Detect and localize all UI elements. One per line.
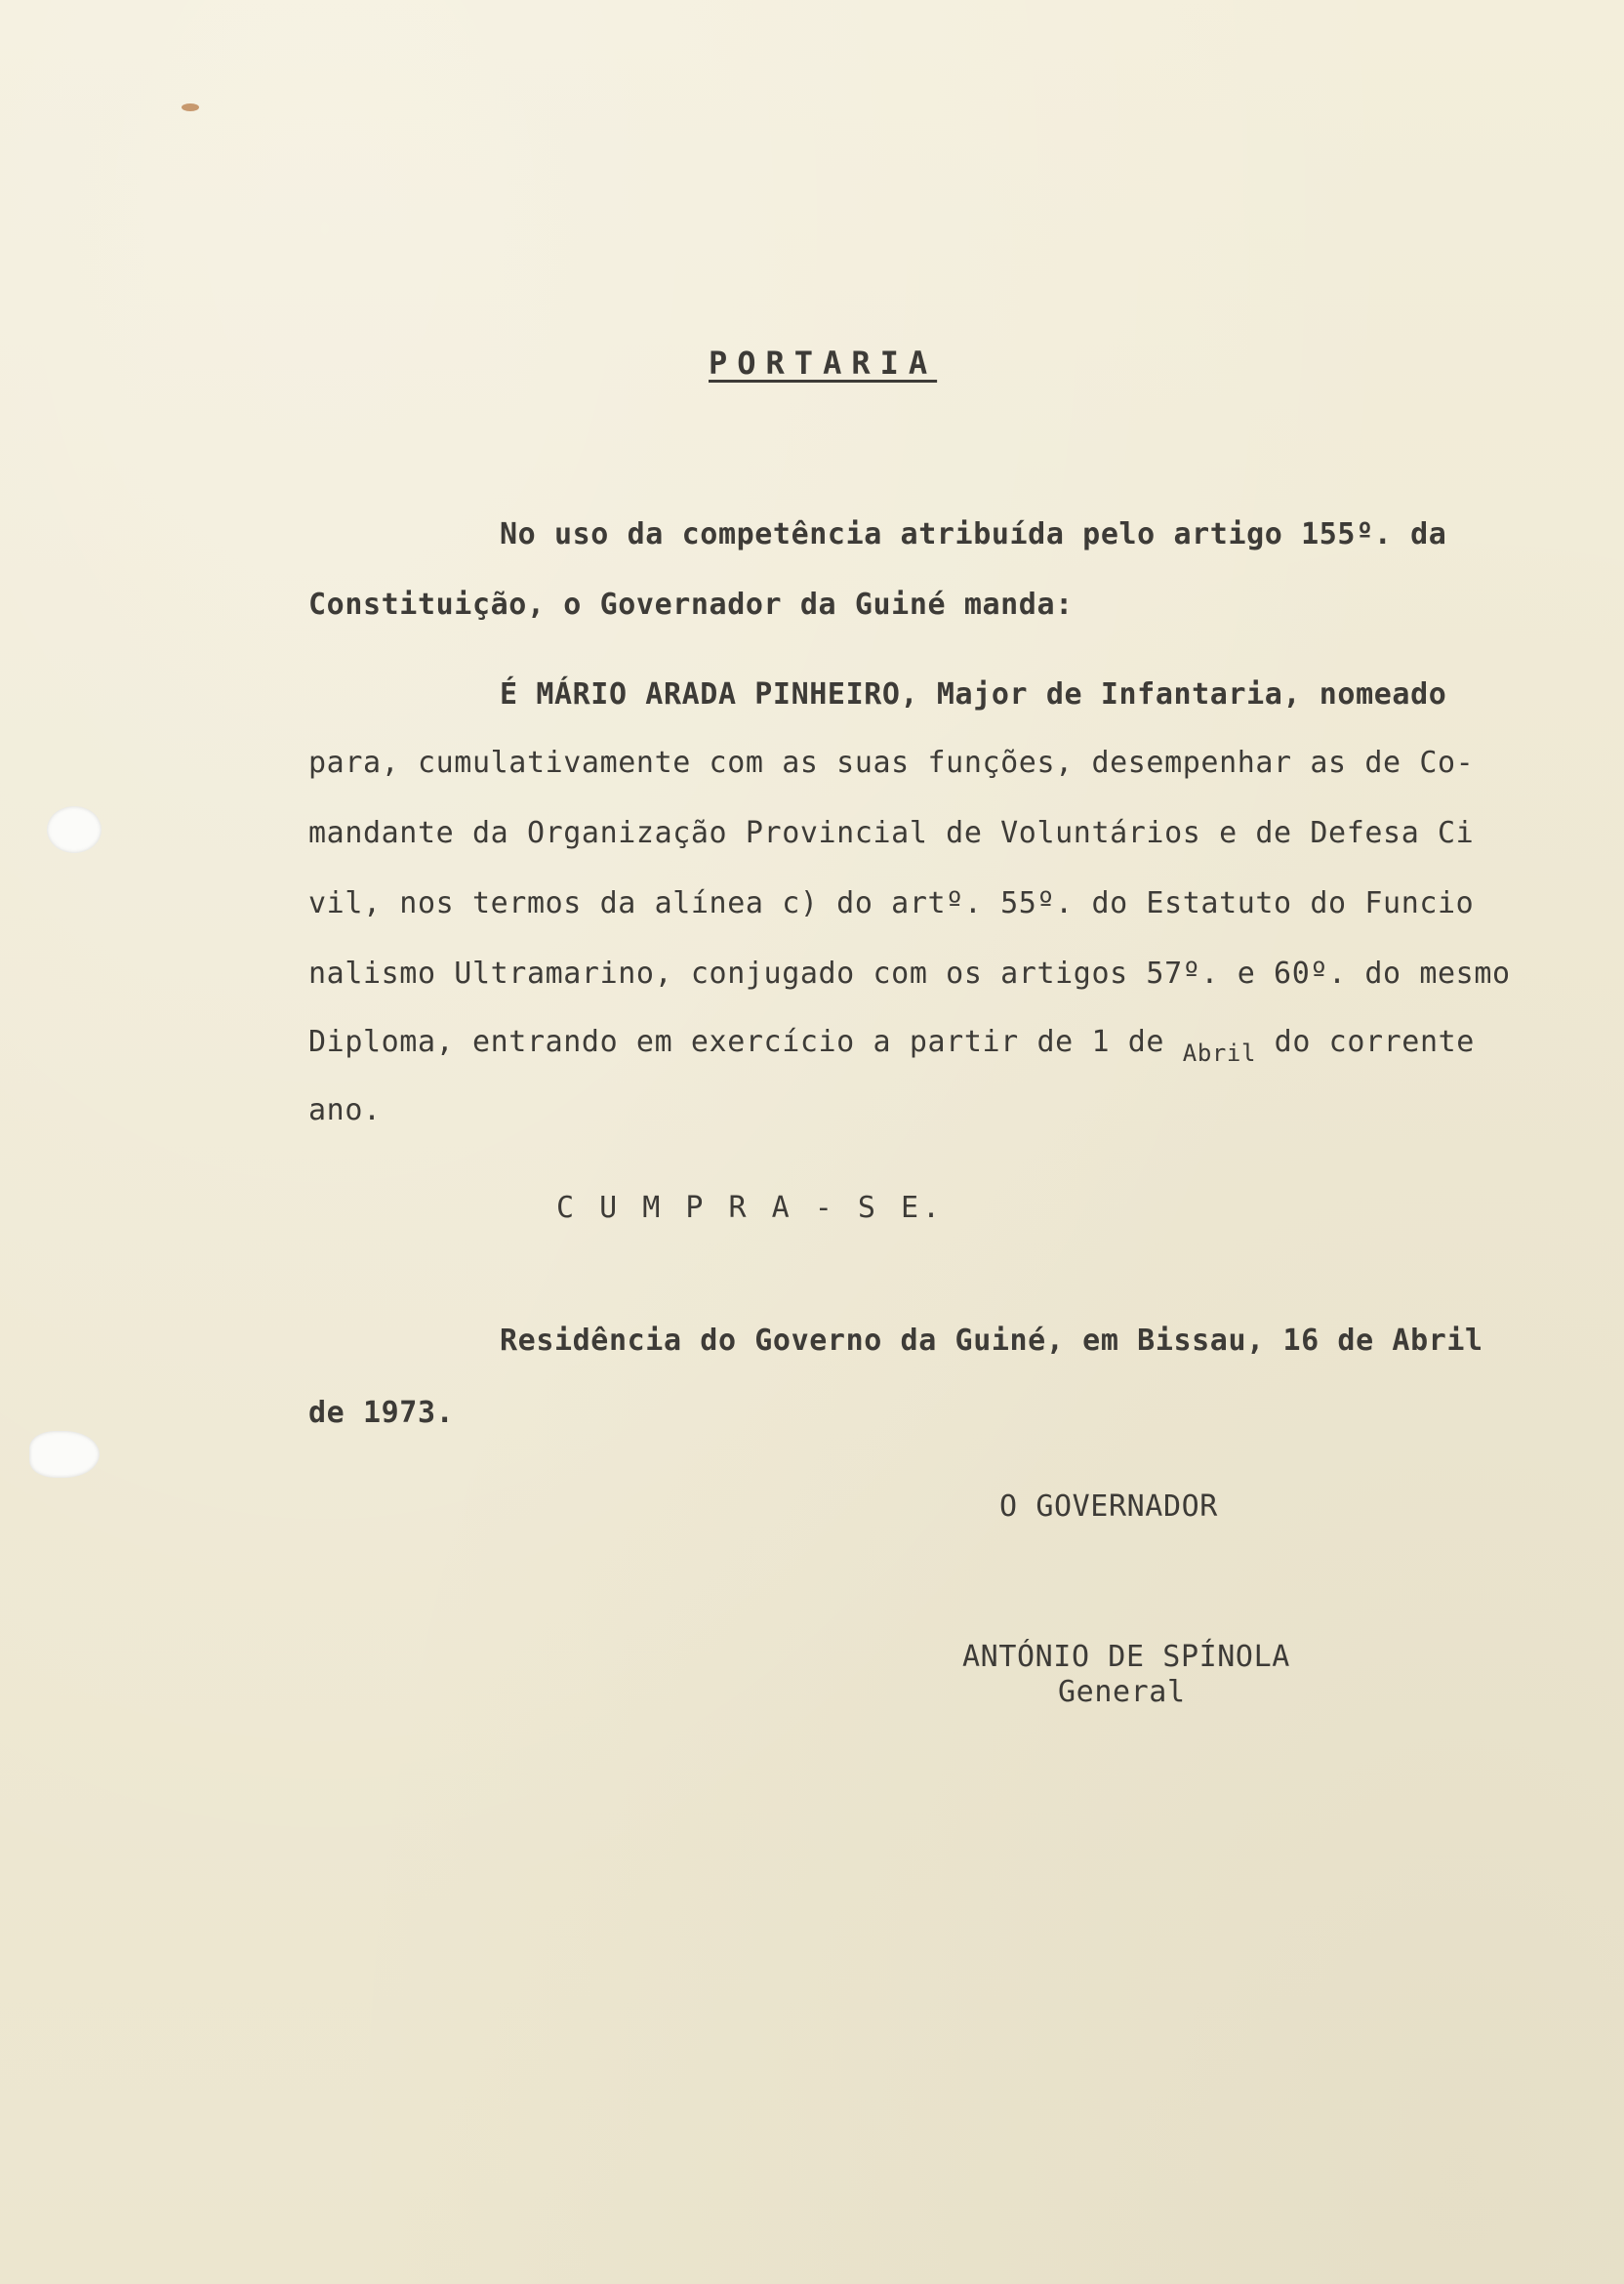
punch-hole-top xyxy=(47,806,102,853)
paper-speck xyxy=(182,103,199,111)
paragraph2-line7: ano. xyxy=(308,1093,382,1127)
handwritten-month: Abril xyxy=(1182,1040,1257,1067)
paragraph2-line6-start: Diploma, entrando em exercício a partir de 1 de xyxy=(308,1025,1183,1059)
paragraph1-line1: No uso da competência atribuída pelo artigo 155º. da xyxy=(500,517,1447,551)
signature-rank: General xyxy=(1058,1675,1186,1709)
cumpra-se: C U M P R A - S E. xyxy=(556,1191,945,1225)
residence-line1: Residência do Governo da Guiné, em Bissau, 16 de Abril xyxy=(500,1324,1483,1358)
signature-name: ANTÓNIO DE SPÍNOLA xyxy=(962,1640,1290,1674)
paragraph2-line5: nalismo Ultramarino, conjugado com os artigos 57º. e 60º. do mesmo xyxy=(308,957,1511,991)
paragraph2-line2: para, cumulativamente com as suas funções, desempenhar as de Co- xyxy=(308,746,1475,780)
document-title: PORTARIA xyxy=(709,345,938,382)
paragraph2-line6 xyxy=(308,1023,1475,1067)
paragraph2-line1: É MÁRIO ARADA PINHEIRO, Major de Infantaria, nomeado xyxy=(500,677,1447,712)
residence-line2: de 1973. xyxy=(308,1396,455,1430)
punch-hole-bottom xyxy=(29,1431,100,1478)
paragraph2-line3: mandante da Organização Provincial de Voluntários e de Defesa Ci xyxy=(308,816,1475,850)
paragraph1-line2: Constituição, o Governador da Guiné manda: xyxy=(308,588,1074,622)
paragraph2-line4: vil, nos termos da alínea c) do artº. 55º. do Estatuto do Funcio xyxy=(308,886,1475,920)
paragraph2-line6-end: do corrente xyxy=(1256,1025,1475,1059)
signature-office: O GOVERNADOR xyxy=(999,1489,1218,1524)
